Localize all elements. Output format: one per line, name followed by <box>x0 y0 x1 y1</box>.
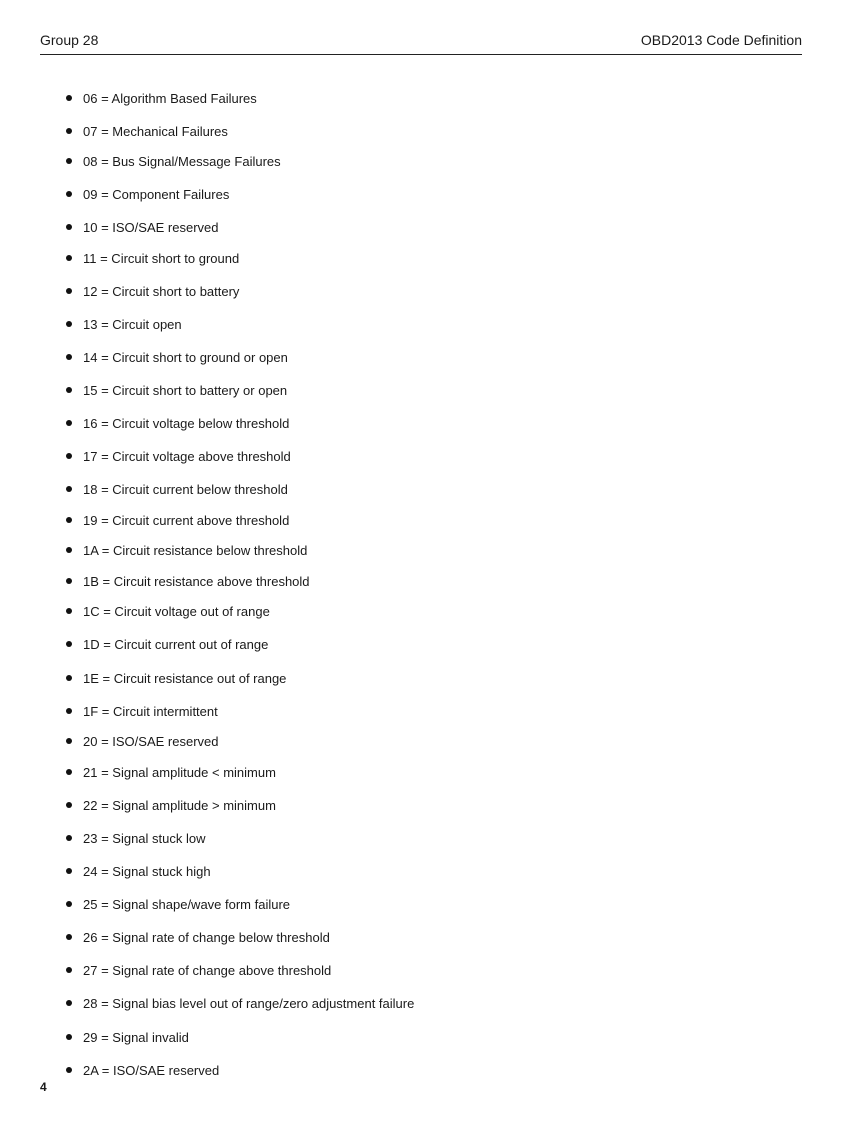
list-item-text: 16 = Circuit voltage below threshold <box>83 416 290 431</box>
list-item-text: 29 = Signal invalid <box>83 1030 189 1045</box>
list-item-text: 18 = Circuit current below threshold <box>83 482 288 497</box>
list-item-text: 1C = Circuit voltage out of range <box>83 604 270 619</box>
list-item-text: 22 = Signal amplitude > minimum <box>83 798 276 813</box>
bullet-icon <box>66 95 72 101</box>
header-group-title: Group 28 <box>40 32 99 48</box>
bullet-icon <box>66 738 72 744</box>
list-item-text: 19 = Circuit current above threshold <box>83 513 290 528</box>
bullet-icon <box>66 675 72 681</box>
bullet-icon <box>66 128 72 134</box>
bullet-icon <box>66 420 72 426</box>
list-item-text: 11 = Circuit short to ground <box>83 251 240 266</box>
bullet-icon <box>66 453 72 459</box>
bullet-icon <box>66 578 72 584</box>
bullet-icon <box>66 1034 72 1040</box>
page-header <box>40 30 802 55</box>
list-item-text: 1A = Circuit resistance below threshold <box>83 543 308 558</box>
bullet-icon <box>66 967 72 973</box>
bullet-icon <box>66 547 72 553</box>
bullet-icon <box>66 288 72 294</box>
bullet-icon <box>66 517 72 523</box>
list-item-text: 2A = ISO/SAE reserved <box>83 1063 220 1078</box>
bullet-icon <box>66 158 72 164</box>
bullet-icon <box>66 255 72 261</box>
bullet-icon <box>66 934 72 940</box>
list-item-text: 24 = Signal stuck high <box>83 864 211 879</box>
bullet-icon <box>66 224 72 230</box>
bullet-icon <box>66 802 72 808</box>
list-item-text: 08 = Bus Signal/Message Failures <box>83 154 281 169</box>
list-item-text: 27 = Signal rate of change above threshold <box>83 963 332 978</box>
list-item-text: 25 = Signal shape/wave form failure <box>83 897 291 912</box>
list-item-text: 23 = Signal stuck low <box>83 831 206 846</box>
list-item-text: 17 = Circuit voltage above threshold <box>83 449 291 464</box>
bullet-icon <box>66 608 72 614</box>
bullet-icon <box>66 641 72 647</box>
bullet-icon <box>66 901 72 907</box>
bullet-icon <box>66 387 72 393</box>
list-item-text: 12 = Circuit short to battery <box>83 284 240 299</box>
list-item-text: 21 = Signal amplitude < minimum <box>83 765 276 780</box>
list-item-text: 28 = Signal bias level out of range/zero adjustment failure <box>83 996 415 1011</box>
list-item-text: 13 = Circuit open <box>83 317 182 332</box>
list-item-text: 20 = ISO/SAE reserved <box>83 734 219 749</box>
list-item-text: 1D = Circuit current out of range <box>83 637 269 652</box>
list-item-text: 07 = Mechanical Failures <box>83 124 228 139</box>
list-item-text: 1E = Circuit resistance out of range <box>83 671 287 686</box>
bullet-icon <box>66 769 72 775</box>
bullet-icon <box>66 835 72 841</box>
bullet-icon <box>66 868 72 874</box>
bullet-icon <box>66 1000 72 1006</box>
bullet-icon <box>66 708 72 714</box>
list-item-text: 14 = Circuit short to ground or open <box>83 350 288 365</box>
list-item-text: 06 = Algorithm Based Failures <box>83 91 257 106</box>
list-item-text: 1B = Circuit resistance above threshold <box>83 574 310 589</box>
list-item-text: 26 = Signal rate of change below threshold <box>83 930 330 945</box>
list-item-text: 09 = Component Failures <box>83 187 230 202</box>
bullet-icon <box>66 191 72 197</box>
bullet-icon <box>66 486 72 492</box>
bullet-icon <box>66 354 72 360</box>
bullet-icon <box>66 1067 72 1073</box>
list-item-text: 15 = Circuit short to battery or open <box>83 383 288 398</box>
list-item-text: 1F = Circuit intermittent <box>83 704 218 719</box>
page-number: 4 <box>40 1080 47 1094</box>
header-document-title: OBD2013 Code Definition <box>640 32 802 48</box>
list-item-text: 10 = ISO/SAE reserved <box>83 220 219 235</box>
bullet-icon <box>66 321 72 327</box>
